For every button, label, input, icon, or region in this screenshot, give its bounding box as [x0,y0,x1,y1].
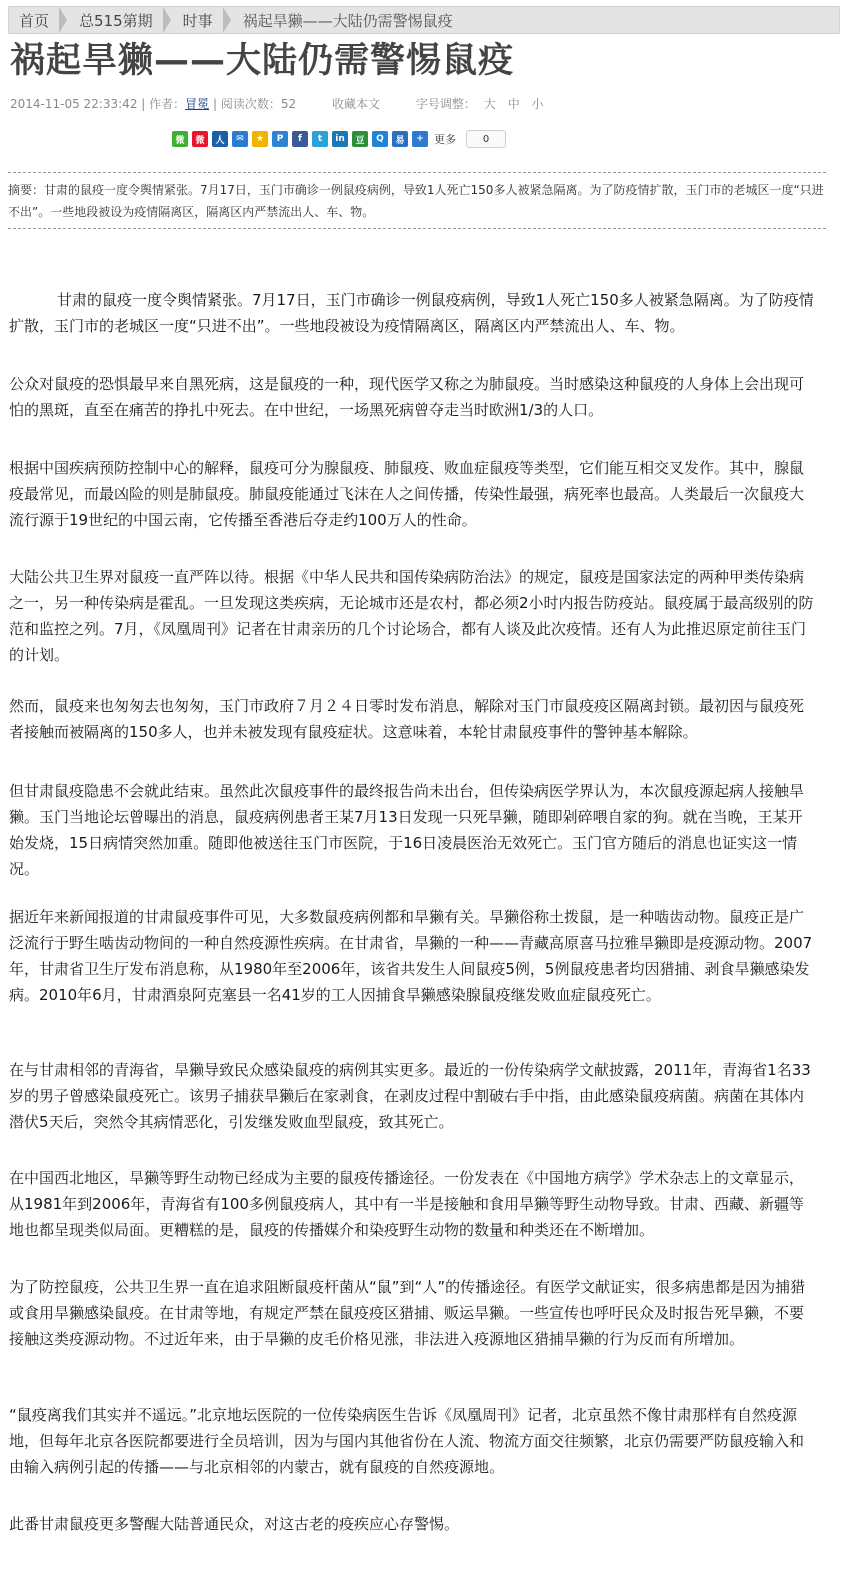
paragraph: 公众对鼠疫的恐惧最早来自黑死病，这是鼠疫的一种，现代医学又称之为肺鼠疫。当时感染这种鼠疫的人身体上会出现可怕的黑斑，直至在痛苦的挣扎中死去。在中世纪，一场黑死病曾夺走当时欧洲1/3的人口。 [9,375,805,419]
breadcrumb-separator [59,7,67,33]
views-count: 52 [280,97,297,111]
paragraph: 在与甘肃相邻的青海省，旱獭导致民众感染鼠疫的病例其实更多。最近的一份传染病学文献披露，2011年，青海省1名33岁的男子曾感染鼠疫死亡。该男子捕获旱獭后在家剥食，在剥皮过程中割破右手中指，由此感染鼠疫病菌。病菌在其体内潜伏5天后，突然令其病情恶化，引发继发败血型鼠疫，致其死亡。 [9,1061,811,1131]
paragraph: 但甘肃鼠疫隐患不会就此结束。虽然此次鼠疫事件的最终报告尚未出台，但传染病医学界认为，本次鼠疫源起病人接触旱獭。玉门当地论坛曾曝出的消息，鼠疫病例患者王某7月13日发现一只死旱獭，随即剁碎喂自家的狗。就在当晚，王某开始发烧，15日病情突然加重。随即他被送往玉门市医院，于16日凌晨医治无效死亡。玉门官方随后的消息也证实这一情况。 [9,782,805,878]
netease-icon[interactable]: 易 [392,131,408,147]
page-title: 祸起旱獭——大陆仍需警惕鼠疫 [10,41,515,81]
author-link[interactable]: 冒冕 [185,97,210,111]
article-meta: 2014-11-05 22:33:42 | 作者：冒冕 | 阅读次数：52 收藏本文 字号调整： 大 中 小 [10,97,544,111]
paragraph: 此番甘肃鼠疫更多警醒大陆普通民众，对这古老的疫疾应心存警惕。 [9,1515,460,1533]
breadcrumb-separator [163,7,171,33]
breadcrumb [8,6,840,34]
publish-datetime: 2014-11-05 22:33:42 [10,97,138,111]
breadcrumb-separator [223,7,231,33]
breadcrumb-category[interactable]: 时事 [182,11,213,30]
weibo-icon[interactable]: 微 [192,131,208,147]
font-size-small[interactable]: 小 [531,97,544,111]
douban-icon[interactable]: 豆 [352,131,368,147]
paragraph: 然而，鼠疫来也匆匆去也匆匆，玉门市政府７月２４日零时发布消息，解除对玉门市鼠疫疫区隔离封锁。最初因与鼠疫死者接触而被隔离的150多人，也并未被发现有鼠疫症状。这意味着，本轮甘肃鼠疫事件的警钟基本解除。 [9,697,805,741]
share-bar [172,130,506,148]
paragraph: 在中国西北地区，旱獭等野生动物已经成为主要的鼠疫传播途径。一份发表在《中国地方病学》学术杂志上的文章显示，从1981年到2006年，青海省有100多例鼠疫病人，其中有一半是接触和食用旱獭等野生动物导致。甘肃、西藏、新疆等地也都呈现类似局面。更糟糕的是，鼠疫的传播媒介和染疫野生动物的数量和种类还在不断增加。 [9,1169,805,1239]
paragraph: “鼠疫离我们其实并不遥远。”北京地坛医院的一位传染病医生告诉《凤凰周刊》记者，北京虽然不像甘肃那样有自然疫源地，但每年北京各医院都要进行全员培训，因为与国内其他省份在人流、物流方面交往频繁，北京仍需要严防鼠疫输入和由输入病例引起的传播——与北京相邻的内蒙古，就有鼠疫的自然疫源地。 [9,1406,805,1476]
linkedin-icon[interactable]: in [332,131,348,147]
views-label: 阅读次数： [220,97,281,111]
font-size-large[interactable]: 大 [483,97,496,111]
paragraph: 据近年来新闻报道的甘肃鼠疫事件可见，大多数鼠疫病例都和旱獭有关。旱獭俗称土拨鼠，是一种啮齿动物。鼠疫正是广泛流行于野生啮齿动物间的一种自然疫源性疾病。在甘肃省，旱獭的一种——青藏高原喜马拉雅旱獭即是疫源动物。2007年，甘肃省卫生厅发布消息称，从1980年至2006年，该省共发生人间鼠疫5例，5例鼠疫患者均因猎捕、剥食旱獭感染发病。2010年6月，甘肃酒泉阿克塞县一名41岁的工人因捕食旱獭感染腺鼠疫继发败血症鼠疫死亡。 [9,908,813,1004]
wechat-icon[interactable]: 微 [172,131,188,147]
font-size-label: 字号调整： [415,97,476,111]
qzone-icon[interactable]: ★ [252,131,268,147]
paragraph: 为了防控鼠疫，公共卫生界一直在追求阻断鼠疫杆菌从“鼠”到“人”的传播途径。有医学文献证实，很多病患都是因为捕猎或食用旱獭感染鼠疫。在甘肃等地，有规定严禁在鼠疫疫区猎捕、贩运旱獭。一些宣传也呼吁民众及时报告死旱獭，不要接触这类疫源动物。不过近年来，由于旱獭的皮毛价格见涨，非法进入疫源地区猎捕旱獭的行为反而有所增加。 [9,1278,806,1348]
tieba-icon[interactable]: P [272,131,288,147]
share-count: 0 [466,130,506,148]
favorite-link[interactable]: 收藏本文 [331,97,380,111]
paragraph: 甘肃的鼠疫一度令舆情紧张。7月17日，玉门市确诊一例鼠疫病例，导致1人死亡150多人被紧急隔离。为了防疫情扩散，玉门市的老城区一度“只进不出”。一些地段被设为疫情隔离区，隔离区内严禁流出人、车、物。 [9,291,814,335]
renren-icon[interactable]: 人 [212,131,228,147]
font-size-medium[interactable]: 中 [507,97,520,111]
breadcrumb-current: 祸起旱獭——大陆仍需警惕鼠疫 [242,11,453,30]
qq-icon[interactable]: Q [372,131,388,147]
paragraph: 大陆公共卫生界对鼠疫一直严阵以待。根据《中华人民共和国传染病防治法》的规定，鼠疫是国家法定的两种甲类传染病之一，另一种传染病是霍乱。一旦发现这类疾病，无论城市还是农村，都必须2小时内报告防疫站。鼠疫属于最高级别的防范和监控之列。7月，《凤凰周刊》记者在甘肃亲历的几个讨论场合，都有人谈及此次疫情。还有人为此推迟原定前往玉门的计划。 [9,568,814,664]
article-summary: 摘要：甘肃的鼠疫一度令舆情紧张。7月17日，玉门市确诊一例鼠疫病例，导致1人死亡150多人被紧急隔离。为了防疫情扩散，玉门市的老城区一度“只进不出”。一些地段被设为疫情隔离区，隔离区内严禁流出人、车、物。 [8,172,826,229]
share-more-label[interactable]: 更多 [434,133,456,146]
paragraph: 根据中国疾病预防控制中心的解释，鼠疫可分为腺鼠疫、肺鼠疫、败血症鼠疫等类型，它们能互相交叉发作。其中，腺鼠疫最常见，而最凶险的则是肺鼠疫。肺鼠疫能通过飞沫在人之间传播，传染性最强，病死率也最高。人类最后一次鼠疫大流行源于19世纪的中国云南，它传播至香港后夺走约100万人的性命。 [9,459,805,529]
facebook-icon[interactable]: f [292,131,308,147]
twitter-icon[interactable]: t [312,131,328,147]
more-share-icon[interactable]: + [412,131,428,147]
email-icon[interactable]: ✉ [232,131,248,147]
author-label: 作者： [149,97,186,111]
breadcrumb-home[interactable]: 首页 [19,11,50,30]
breadcrumb-issue[interactable]: 总515第期 [79,11,153,30]
